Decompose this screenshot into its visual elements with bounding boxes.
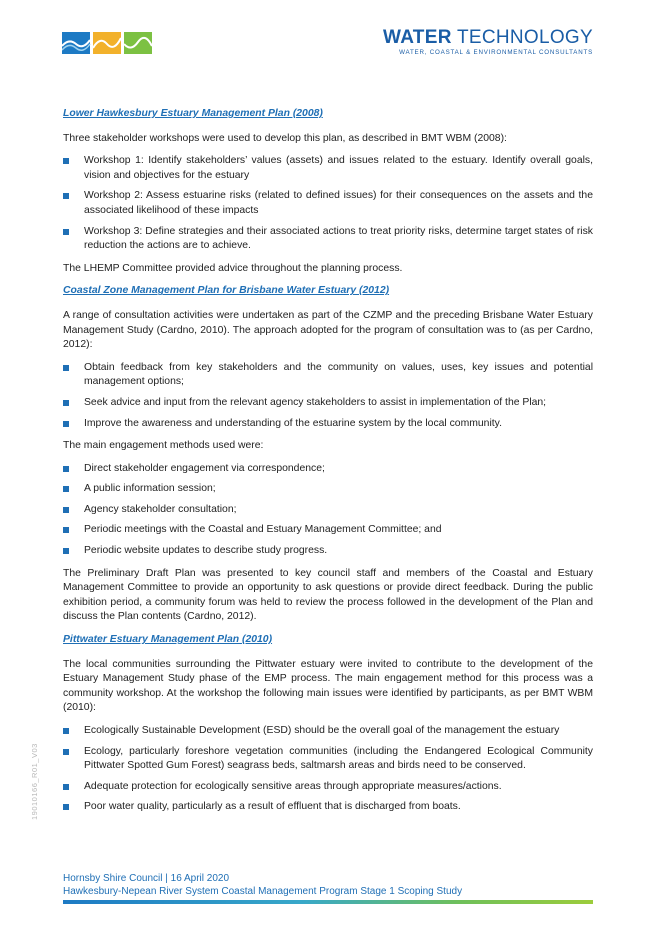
- square-bullet-icon: [63, 486, 69, 492]
- square-bullet-icon: [63, 421, 69, 427]
- list-item: Adequate protection for ecologically sensitive areas through appropriate measures/actions.: [63, 780, 593, 795]
- list-item: Direct stakeholder engagement via correspondence;: [63, 462, 593, 477]
- square-bullet-icon: [63, 400, 69, 406]
- list-item: Periodic meetings with the Coastal and Estuary Management Committee; and: [63, 523, 593, 538]
- square-bullet-icon: [63, 507, 69, 513]
- bullet-list: [63, 724, 593, 815]
- list-item: Poor water quality, particularly as a result of effluent that is discharged from boats.: [63, 800, 593, 815]
- brand-tagline: WATER, COASTAL & ENVIRONMENTAL CONSULTANTS: [399, 49, 593, 56]
- square-bullet-icon: [63, 466, 69, 472]
- square-bullet-icon: [63, 193, 69, 199]
- list-item: Seek advice and input from the relevant agency stakeholders to assist in implementation of the Plan;: [63, 396, 593, 411]
- paragraph: Three stakeholder workshops were used to develop this plan, as described in BMT WBM (2008):: [63, 132, 507, 144]
- water-technology-logo-icon: [62, 32, 152, 54]
- list-item: Improve the awareness and understanding of the estuarine system by the local community.: [63, 417, 593, 432]
- footer-gradient-bar: [63, 900, 593, 904]
- paragraph: A range of consultation activities were undertaken as part of the CZMP and the preceding Brisbane Water Estuary Management Study (Cardno, 2010). The approach adopted for the program of consultation was to (as per Cardno, 2012):: [63, 309, 593, 351]
- square-bullet-icon: [63, 804, 69, 810]
- list-item: Workshop 2: Assess estuarine risks (related to defined issues) for their consequences on the assets and the associated likelihood of these impacts: [63, 189, 593, 218]
- bullet-list: [63, 361, 593, 431]
- square-bullet-icon: [63, 749, 69, 755]
- brand-logo-text: [383, 28, 593, 56]
- footer-project-title: Hawkesbury-Nepean River System Coastal Management Program Stage 1 Scoping Study: [63, 885, 463, 897]
- square-bullet-icon: [63, 527, 69, 533]
- section-heading-lhemp: Lower Hawkesbury Estuary Management Plan (2008): [63, 108, 323, 119]
- document-body: [63, 107, 593, 823]
- list-item: A public information session;: [63, 482, 593, 497]
- section-heading-czmp: Coastal Zone Management Plan for Brisbane Water Estuary (2012): [63, 285, 390, 297]
- list-item: Agency stakeholder consultation;: [63, 503, 593, 518]
- square-bullet-icon: [63, 548, 69, 554]
- document-reference-number: 19010166_R01_V03: [30, 743, 39, 820]
- list-item: Workshop 3: Define strategies and their associated actions to treat priority risks, determine target states of risk reduction the actions are to achieve.: [63, 225, 593, 254]
- footer-client-date: Hornsby Shire Council | 16 April 2020: [63, 873, 230, 884]
- paragraph: The LHEMP Committee provided advice throughout the planning process.: [63, 262, 403, 274]
- paragraph: The Preliminary Draft Plan was presented to key council staff and members of the Coastal and Estuary Management Committee to provide an opportunity to ask questions or provide direct feedback. During the public exhibition period, a community forum was held to review the process followed in the development of the Plan and discuss the Plan contents (Cardno, 2012).: [63, 567, 593, 623]
- square-bullet-icon: [63, 158, 69, 164]
- list-item: Workshop 1: Identify stakeholders’ values (assets) and issues related to the estuary. Identify overall goals, vision and objectives for the estuary: [63, 154, 593, 183]
- square-bullet-icon: [63, 229, 69, 235]
- list-item: Periodic website updates to describe study progress.: [63, 544, 593, 559]
- square-bullet-icon: [63, 728, 69, 734]
- paragraph: The main engagement methods used were:: [63, 440, 264, 452]
- section-heading-pittwater: Pittwater Estuary Management Plan (2010): [63, 634, 273, 646]
- bullet-list: [63, 154, 593, 254]
- bullet-list: [63, 462, 593, 559]
- square-bullet-icon: [63, 365, 69, 371]
- paragraph: The local communities surrounding the Pittwater estuary were invited to contribute to the development of the Estuary Management Study phase of the EMP process. The main engagement method for this process was a community workshop. At the workshop the following main issues were identified by participants, as per BMT WBM (2010):: [63, 658, 593, 714]
- page-footer: [63, 873, 462, 898]
- list-item: Ecology, particularly foreshore vegetation communities (including the Endangered Ecological Community Pittwater Spotted Gum Forest) seagrass beds, saltmarsh areas and birds need to be conserved.: [63, 745, 593, 774]
- square-bullet-icon: [63, 784, 69, 790]
- list-item: Obtain feedback from key stakeholders and the community on values, uses, key issues and potential management options;: [63, 361, 593, 390]
- brand-title: WATER TECHNOLOGY: [383, 27, 593, 48]
- list-item: Ecologically Sustainable Development (ESD) should be the overall goal of the management the estuary: [63, 724, 593, 739]
